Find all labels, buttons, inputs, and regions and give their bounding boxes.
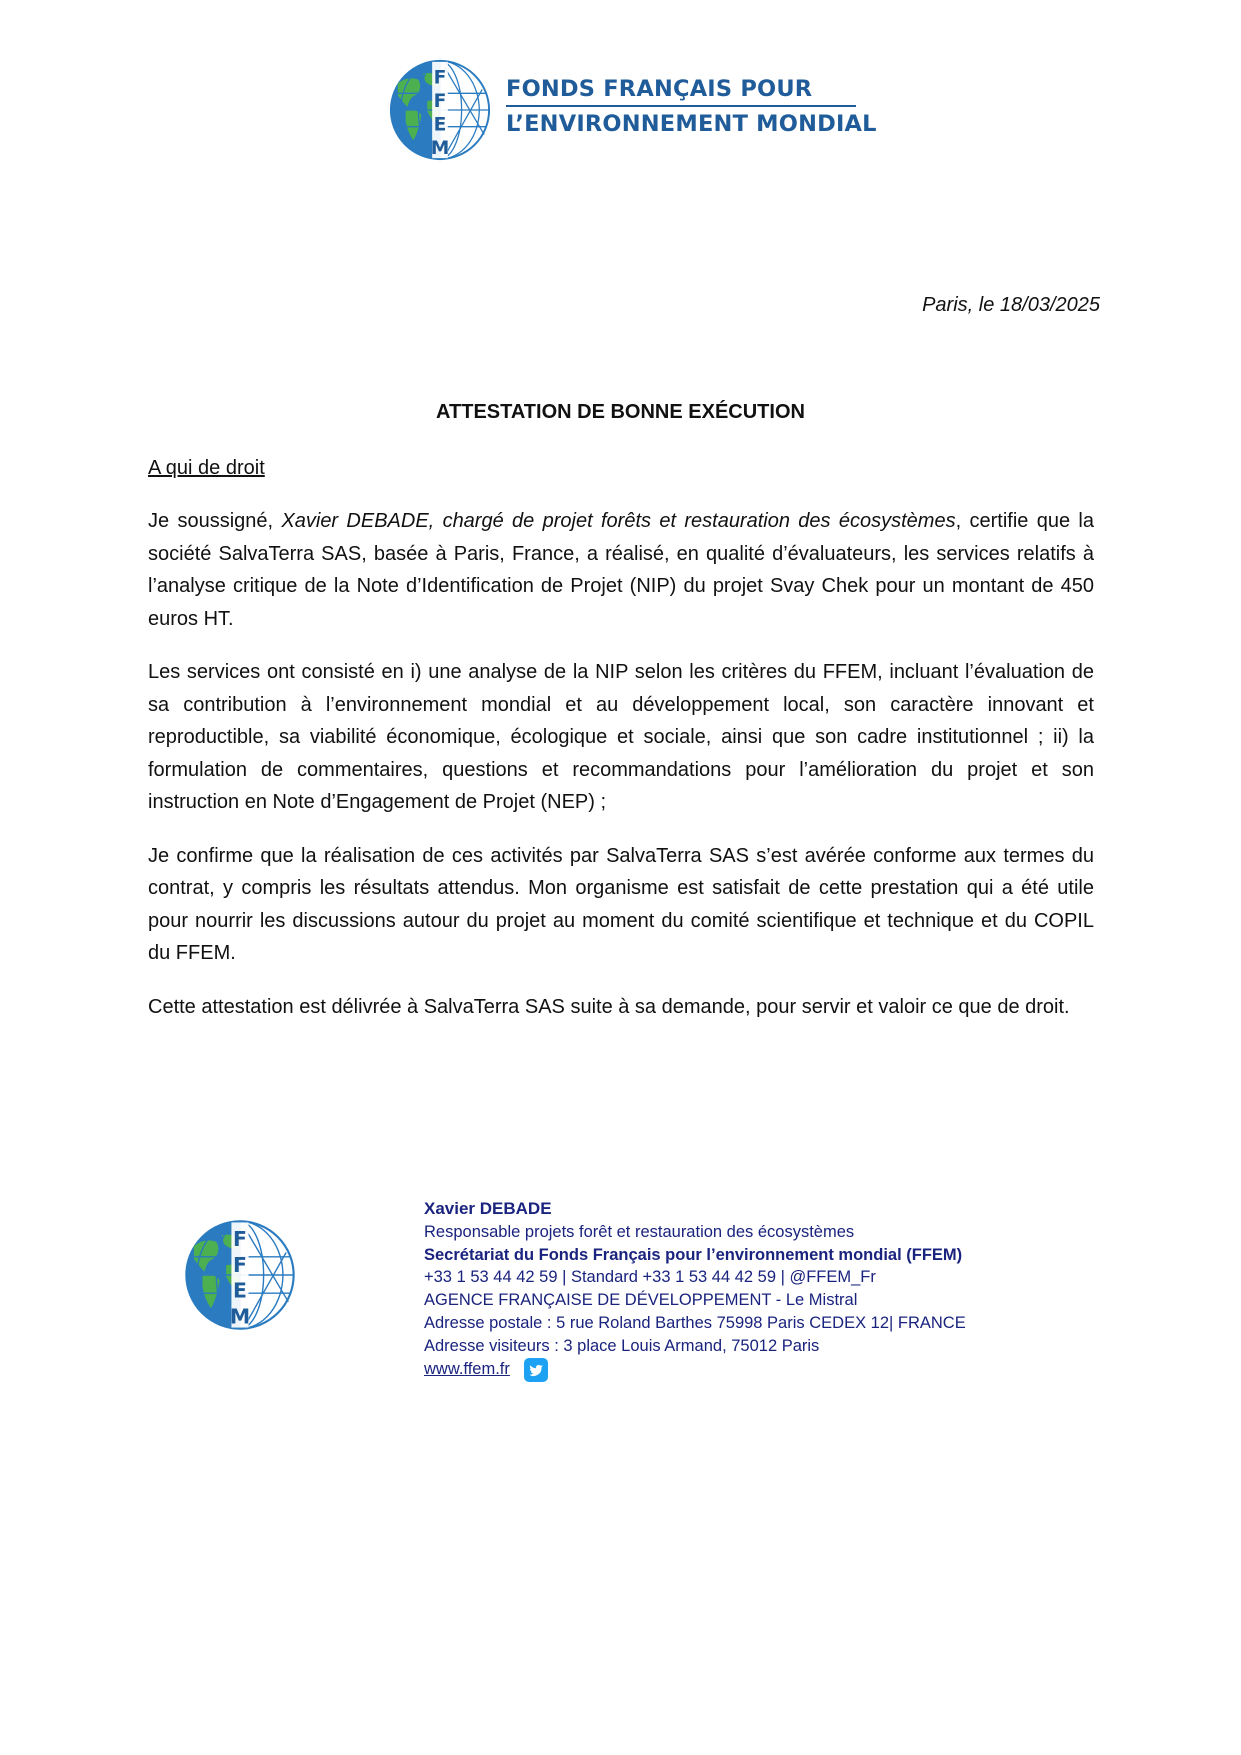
signature-ffem-logo bbox=[181, 1216, 299, 1334]
signer-mention: Xavier DEBADE, chargé de projet forêts et restauration des écosystèmes bbox=[281, 510, 956, 532]
paragraph-2: Les services ont consisté en i) une analyse de la NIP selon les critères du FFEM, incluant l’évaluation de sa contribution à l’environnement mondial et au développement local, son caractère innovant et reproductible, sa viabilité économique, écologique et sociale, ainsi que son cadre institutionnel ; ii) la formulation de commentaires, questions et recommandations pour l’amélioration du projet et son instruction en Note d’Engagement de Projet (NEP) ; bbox=[148, 661, 1094, 813]
sig-logo-letter-e: E bbox=[233, 1278, 247, 1303]
website-link[interactable]: www.ffem.fr bbox=[424, 1360, 510, 1379]
logo-letter-f1: F bbox=[433, 67, 447, 89]
twitter-icon[interactable] bbox=[524, 1358, 548, 1382]
sig-logo-letter-f2: F bbox=[233, 1252, 247, 1277]
paragraph-1 bbox=[148, 505, 1094, 635]
postal-address: Adresse postale : 5 rue Roland Barthes 75998 Paris CEDEX 12| FRANCE bbox=[424, 1313, 966, 1332]
paragraph-3: Je confirme que la réalisation de ces activités par SalvaTerra SAS s’est avérée conforme aux termes du contrat, y compris les résultats attendus. Mon organisme est satisfait de cette prestation qui a été utile pour nourrir les discussions autour du projet au moment du comité scientifique et technique et du COPIL du FFEM. bbox=[148, 844, 1094, 964]
document-date: Paris, le 18/03/2025 bbox=[922, 294, 1100, 316]
org-name-line2: L’ENVIRONNEMENT MONDIAL bbox=[506, 111, 877, 137]
paragraph-1-rest: , certifie que la société SalvaTerra SAS, basée à Paris, France, a réalisé, en qualité d’évaluateurs, les services relatifs à l’analyse critique de la Note d’Identification de Projet (NIP) du projet Svay Chek pour un montant de 450 euros HT. bbox=[148, 510, 1094, 630]
ffem-globe-logo bbox=[386, 56, 494, 164]
document-title: ATTESTATION DE BONNE EXÉCUTION bbox=[436, 401, 805, 423]
signer-phones: +33 1 53 44 42 59 | Standard +33 1 53 44 42 59 | @FFEM_Fr bbox=[424, 1268, 876, 1287]
logo-letter-f2: F bbox=[433, 91, 447, 113]
paragraph-4: Cette attestation est délivrée à SalvaTerra SAS suite à sa demande, pour servir et valoir ce que de droit. bbox=[148, 995, 1070, 1018]
org-name-line1: FONDS FRANÇAIS POUR bbox=[506, 76, 813, 102]
visitor-address: Adresse visiteurs : 3 place Louis Armand, 75012 Paris bbox=[424, 1336, 820, 1355]
salutation: A qui de droit bbox=[148, 457, 265, 479]
header-logo bbox=[386, 56, 876, 166]
signer-organization: Secrétariat du Fonds Français pour l’environnement mondial (FFEM) bbox=[424, 1245, 963, 1264]
sig-logo-letter-m: M bbox=[229, 1304, 251, 1329]
document-body bbox=[148, 505, 1094, 1044]
signer-name: Xavier DEBADE bbox=[424, 1199, 552, 1218]
sig-logo-letter-f1: F bbox=[233, 1227, 247, 1252]
signer-agency: AGENCE FRANÇAISE DE DÉVELOPPEMENT - Le Mistral bbox=[424, 1291, 858, 1310]
paragraph-1-intro: Je soussigné, bbox=[148, 510, 282, 532]
org-name-rule bbox=[506, 105, 856, 107]
logo-letter-m: M bbox=[430, 138, 450, 160]
website-row bbox=[424, 1358, 966, 1382]
signer-role: Responsable projets forêt et restauration des écosystèmes bbox=[424, 1222, 855, 1241]
logo-letter-e: E bbox=[433, 114, 447, 136]
signature-block bbox=[424, 1198, 966, 1382]
